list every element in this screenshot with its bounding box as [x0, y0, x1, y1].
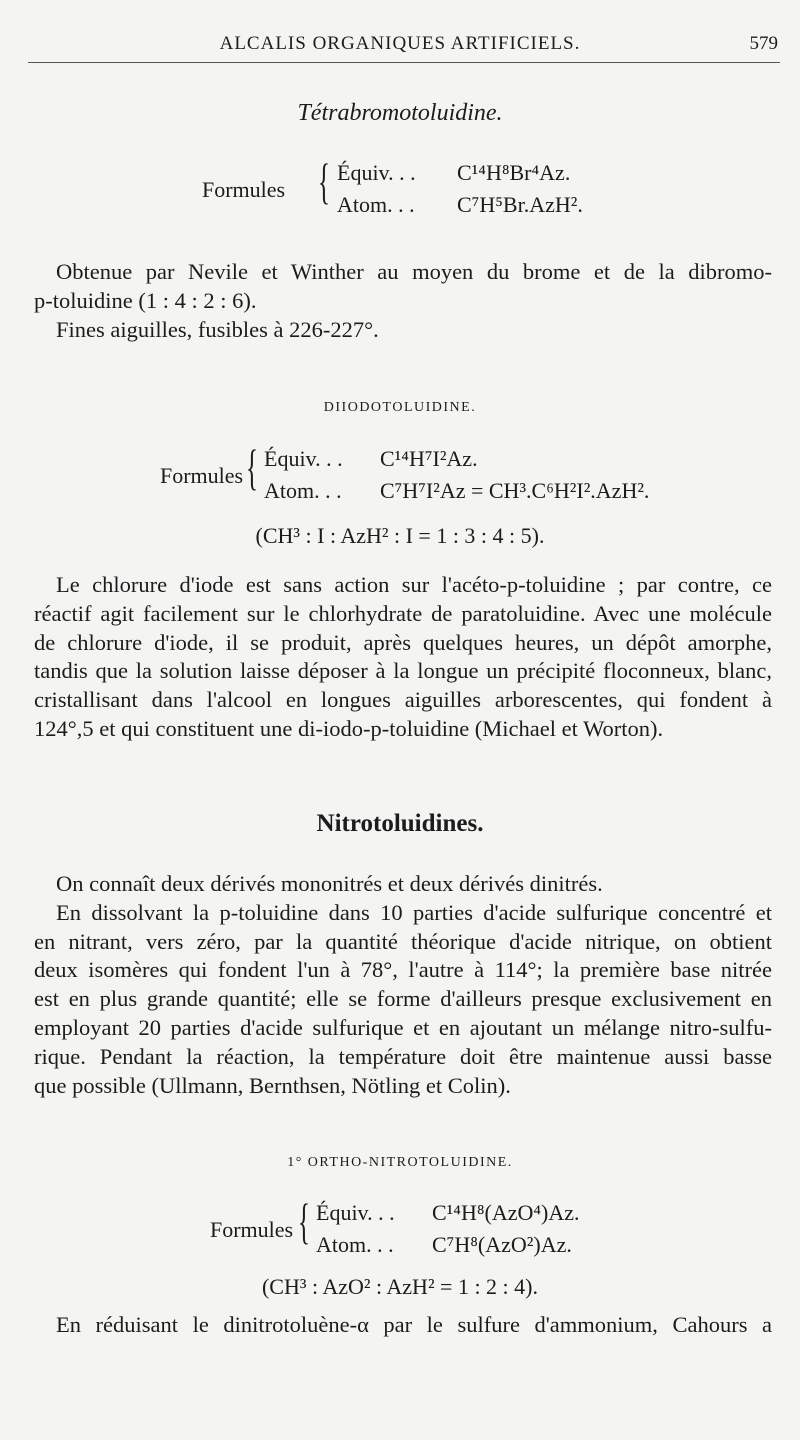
- text-line: rique. Pendant la réaction, la température doit être maintenue aussi basse: [34, 1043, 772, 1069]
- text-line: employant 20 parties d'acide sulfurique et en ajoutant un mélange nitro-sulfu-: [34, 1014, 772, 1040]
- atom-label: Atom. . .: [264, 478, 342, 503]
- equiv-label: Équiv. . .: [316, 1200, 395, 1225]
- text-line: en nitrant, vers zéro, par la quantité théorique d'acide nitrique, on obtient: [34, 928, 772, 954]
- equiv-label: Équiv. . .: [264, 446, 343, 471]
- paragraph-nitrotoluidines: [34, 870, 772, 1100]
- brace-glyph: {: [298, 1193, 310, 1249]
- text-line: cristallisant dans l'alcool en longues aiguilles arborescentes, qui fondent à: [34, 687, 772, 713]
- section-title-nitrotoluidines: Nitrotoluidines.: [316, 810, 484, 837]
- text-line: p-toluidine (1 : 4 : 2 : 6).: [34, 287, 257, 313]
- equiv-value: C¹⁴H⁸Br⁴Az.: [457, 160, 571, 185]
- formula-block-diiodotoluidine: [160, 439, 660, 516]
- equiv-label: Équiv. . .: [337, 160, 416, 185]
- section-title-tetrabromotoluidine: Tétrabromotoluidine.: [297, 100, 503, 126]
- formula-block-tetrabromotoluidine: [202, 153, 622, 230]
- page-number: 579: [749, 33, 778, 54]
- text-line: Le chlorure d'iode est sans action sur l'acéto-p-toluidine ; par contre, ce: [56, 572, 772, 597]
- formula-label: Formules: [202, 177, 286, 202]
- text-line: que possible (Ullmann, Bernthsen, Nötling et Colin).: [34, 1072, 511, 1098]
- formula-label: Formules: [210, 1217, 294, 1242]
- text-line: 124°,5 et qui constituent une di-iodo-p-toluidine (Michael et Worton).: [34, 715, 664, 741]
- text-line: On connaît deux dérivés mononitrés et deux dérivés dinitrés.: [56, 871, 603, 896]
- paragraph-tetrabromotoluidine: [34, 258, 772, 344]
- formula-label: Formules: [160, 463, 244, 488]
- section-title-ortho-nitrotoluidine: 1° ORTHO-NITROTOLUIDINE.: [287, 1155, 513, 1170]
- equiv-value: C¹⁴H⁷I²Az.: [380, 446, 478, 471]
- atom-value: C⁷H⁵Br.AzH².: [457, 192, 583, 217]
- text-line: de chlorure d'iode, il se produit, après quelques heures, un dépôt amorphe,: [34, 629, 772, 655]
- text-line: Obtenue par Nevile et Winther au moyen du brome et de la dibromo-: [56, 259, 772, 284]
- header-rule: [28, 62, 780, 63]
- atom-label: Atom. . .: [316, 1232, 394, 1257]
- text-line: En dissolvant la p-toluidine dans 10 parties d'acide sulfurique concentré et: [56, 899, 772, 925]
- paragraph-ortho-nitrotoluidine: [56, 1311, 772, 1340]
- section-title-diiodotoluidine: DIIODOTOLUIDINE.: [323, 400, 477, 415]
- text-line: Fines aiguilles, fusibles à 226-227°.: [56, 316, 379, 342]
- atom-label: Atom. . .: [337, 192, 415, 217]
- position-notation: (CH³ : I : AzH² : I = 1 : 3 : 4 : 5).: [255, 523, 545, 548]
- running-title: ALCALIS ORGANIQUES ARTIFICIELS.: [219, 33, 581, 54]
- paragraph-diiodotoluidine: [34, 571, 772, 744]
- position-notation: (CH³ : AzO² : AzH² = 1 : 2 : 4).: [261, 1274, 538, 1299]
- equiv-value: C¹⁴H⁸(AzO⁴)Az.: [432, 1200, 580, 1225]
- atom-value: C⁷H⁷I²Az = CH³.C⁶H²I².AzH².: [380, 478, 650, 503]
- brace-glyph: {: [246, 439, 258, 495]
- text-line: En réduisant le dinitrotoluène-α par le sulfure d'ammonium, Cahours a: [56, 1312, 772, 1337]
- text-line: deux isomères qui fondent l'un à 78°, l'autre à 114°; la première base nitrée: [34, 957, 772, 983]
- brace-glyph: {: [318, 153, 330, 209]
- text-line: réactif agit facilement sur le chlorhydrate de paratoluidine. Avec une molécule: [34, 600, 772, 626]
- atom-value: C⁷H⁸(AzO²)Az.: [432, 1232, 572, 1257]
- formula-block-ortho-nitrotoluidine: [210, 1193, 690, 1270]
- text-line: tandis que la solution laisse déposer à la longue un précipité floconneux, blanc,: [34, 658, 772, 684]
- text-line: est en plus grande quantité; elle se forme d'ailleurs presque exclusivement en: [34, 986, 772, 1012]
